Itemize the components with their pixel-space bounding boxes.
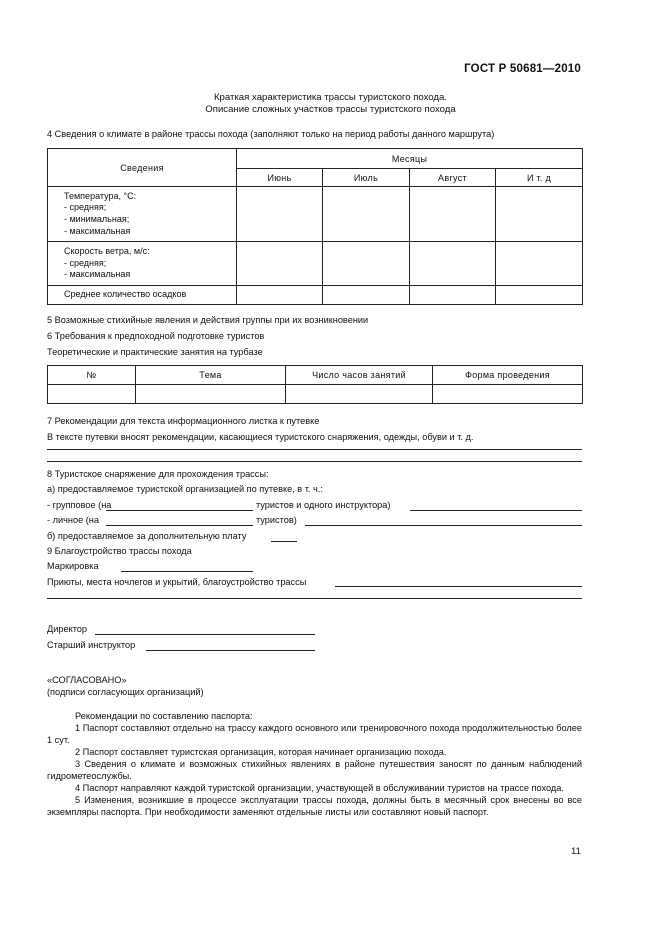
climate-cell[interactable]: [323, 242, 410, 286]
section-8-item-b: б) предоставляемое за дополнительную плату: [47, 531, 247, 541]
recommendations-block: [47, 710, 582, 818]
section-8-item-a: а) предоставляемое туристской организацией по путевке, в т. ч.:: [47, 484, 323, 494]
fill-line[interactable]: [47, 449, 582, 450]
document-id: ГОСТ Р 50681—2010: [464, 63, 581, 75]
climate-row-label: [48, 286, 237, 305]
climate-cell[interactable]: [496, 242, 583, 286]
month-header: Август: [410, 169, 496, 187]
row-label-line: - средняя;: [64, 202, 107, 213]
marking-field[interactable]: [121, 571, 253, 572]
training-table: [47, 365, 583, 404]
training-header-form: Форма проведения: [433, 366, 583, 385]
climate-cell[interactable]: [323, 286, 410, 305]
group-equipment-label-2: туристов и одного инструктора): [256, 500, 391, 510]
group-count-field[interactable]: [106, 510, 253, 511]
row-label-line: Скорость ветра, м/с:: [64, 246, 150, 257]
group-equipment-field[interactable]: [410, 510, 582, 511]
climate-cell[interactable]: [496, 286, 583, 305]
training-cell[interactable]: [433, 385, 583, 404]
climate-header-months: Месяцы: [237, 149, 583, 169]
paid-equipment-field[interactable]: [271, 541, 297, 542]
section-7-heading: 7 Рекомендации для текста информационного листка к путевке: [47, 416, 320, 426]
row-label-line: - максимальная: [64, 225, 131, 236]
climate-row-label: [48, 242, 237, 286]
personal-equipment-field[interactable]: [305, 525, 582, 526]
climate-row-label: [48, 187, 237, 242]
page-number: 11: [571, 846, 581, 857]
month-header: И т. д: [496, 169, 583, 187]
senior-instructor-label: Старший инструктор: [47, 640, 136, 650]
section-5-heading: 5 Возможные стихийные явления и действия группы при их возникновении: [47, 315, 369, 325]
shelters-label: Приюты, места ночлегов и укрытий, благоустройство трассы: [47, 577, 307, 587]
climate-cell[interactable]: [496, 187, 583, 242]
training-cell[interactable]: [136, 385, 286, 404]
climate-cell[interactable]: [237, 187, 323, 242]
month-header: Июнь: [237, 169, 323, 187]
climate-cell[interactable]: [323, 187, 410, 242]
training-header-hours: Число часов занятий: [286, 366, 433, 385]
agreed-note: (подписи согласующих организаций): [47, 687, 204, 697]
personal-equipment-label-2: туристов): [256, 515, 297, 525]
recommendation-item: 2 Паспорт составляет туристская организация, которая начинает организацию похода.: [75, 747, 447, 757]
climate-table: [47, 148, 583, 305]
section-6-heading: 6 Требования к предпоходной подготовке туристов: [47, 331, 265, 341]
recommendation-item: 3 Сведения о климате и возможных стихийных явлениях в районе путешествия заносят по данным наблюдений гидрометеослужбы.: [47, 759, 582, 781]
recommendation-item: 4 Паспорт направляют каждой туристской организации, участвующей в обслуживании туристов на трассе похода.: [75, 783, 564, 793]
fill-line[interactable]: [47, 598, 582, 599]
row-label-line: Среднее количество осадков: [64, 289, 187, 300]
recommendations-title: Рекомендации по составлению паспорта:: [75, 711, 253, 721]
training-header-number: №: [48, 366, 136, 385]
training-cell[interactable]: [48, 385, 136, 404]
month-header: Июль: [323, 169, 410, 187]
section-7-text: В тексте путевки вносят рекомендации, касающиеся туристского снаряжения, одежды, обуви и т. д.: [47, 432, 474, 442]
group-equipment-label: - групповое (на: [47, 500, 112, 510]
senior-instructor-signature-field[interactable]: [146, 650, 315, 651]
agreed-label: «СОГЛАСОВАНО»: [47, 675, 127, 685]
section-9-heading: 9 Благоустройство трассы похода: [47, 546, 192, 556]
section-6-subheading: Теоретические и практические занятия на турбазе: [47, 347, 263, 357]
row-label-line: - максимальная: [64, 269, 131, 280]
title-line-2: Описание сложных участков трассы туристского похода: [205, 104, 456, 115]
climate-cell[interactable]: [410, 242, 496, 286]
marking-label: Маркировка: [47, 561, 99, 571]
row-label-line: Температура, °С:: [64, 190, 137, 201]
title-line-1: Краткая характеристика трассы туристского похода.: [213, 92, 448, 103]
climate-header-info: Сведения: [48, 149, 237, 187]
row-label-line: - минимальная;: [64, 214, 130, 224]
shelters-field[interactable]: [335, 586, 582, 587]
training-header-topic: Тема: [136, 366, 286, 385]
climate-cell[interactable]: [410, 187, 496, 242]
director-label: Директор: [47, 624, 88, 634]
climate-cell[interactable]: [237, 286, 323, 305]
director-signature-field[interactable]: [95, 634, 315, 635]
personal-count-field[interactable]: [106, 525, 253, 526]
personal-equipment-label: - личное (на: [47, 515, 99, 525]
fill-line[interactable]: [47, 461, 582, 462]
recommendation-item: 1 Паспорт составляют отдельно на трассу каждого основного или тренировочного похода продолжительностью более 1 сут.: [47, 723, 582, 745]
row-label-line: - средняя;: [64, 257, 107, 268]
section-4-heading: 4 Сведения о климате в районе трассы похода (заполняют только на период работы данного маршрута): [47, 129, 495, 139]
training-cell[interactable]: [286, 385, 433, 404]
climate-cell[interactable]: [410, 286, 496, 305]
recommendation-item: 5 Изменения, возникшие в процессе эксплуатации трассы похода, должны быть в месячный срок внесены во все экземпляры паспорта. При необходимости заменяют отдельные листы или составляют новый паспорт.: [47, 795, 582, 817]
section-8-heading: 8 Туристское снаряжение для прохождения трассы:: [47, 469, 269, 479]
climate-cell[interactable]: [237, 242, 323, 286]
